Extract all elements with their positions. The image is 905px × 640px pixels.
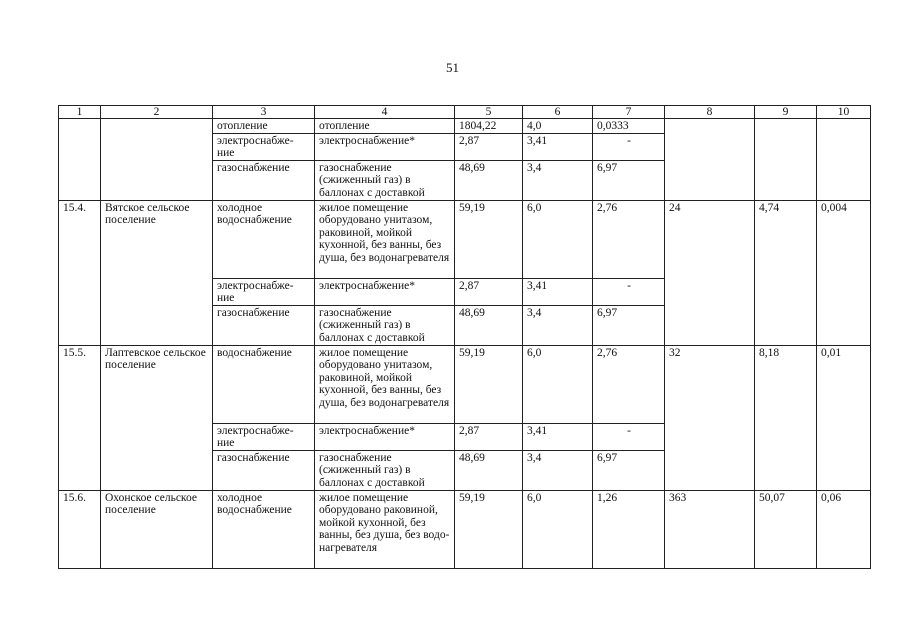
table-row — [59, 200, 871, 278]
value-col6: 3,4 — [523, 305, 593, 345]
value-col10: 0,01 — [817, 345, 871, 490]
value-col5: 2,87 — [455, 278, 523, 305]
col-header: 1 — [59, 106, 101, 119]
value-col6: 3,41 — [523, 133, 593, 160]
service-description: электроснабжение* — [315, 133, 455, 160]
value-col5: 59,19 — [455, 345, 523, 423]
value-col7: - — [593, 423, 665, 450]
service-description: газоснабжение (сжиженный газ) в баллонах с доставкой — [315, 160, 455, 200]
service-description: газоснабжение (сжиженный газ) в баллонах с доставкой — [315, 305, 455, 345]
value-col6: 3,4 — [523, 450, 593, 490]
service-description: электроснабжение* — [315, 423, 455, 450]
value-col5: 48,69 — [455, 160, 523, 200]
service-type: газоснабжение — [213, 450, 315, 490]
service-description: газоснабжение (сжиженный газ) в баллонах с доставкой — [315, 450, 455, 490]
value-col5: 2,87 — [455, 133, 523, 160]
col-header: 10 — [817, 106, 871, 119]
value-col10: 0,06 — [817, 490, 871, 568]
col-header: 2 — [101, 106, 213, 119]
service-description: жилое помещение оборудовано унитазом, раковиной, мойкой кухонной, без ванны, без душа, без водонагревателя — [315, 200, 455, 278]
col-header: 8 — [665, 106, 755, 119]
header-row — [59, 106, 871, 119]
table-row — [59, 490, 871, 568]
value-col5: 2,87 — [455, 423, 523, 450]
col-header: 5 — [455, 106, 523, 119]
service-type: электроснабже-ние — [213, 423, 315, 450]
value-col6: 4,0 — [523, 119, 593, 134]
value-col7: 2,76 — [593, 200, 665, 278]
row-number: 15.4. — [59, 200, 101, 345]
service-type: холодное водоснабжение — [213, 200, 315, 278]
value-col7: - — [593, 133, 665, 160]
value-col6: 6,0 — [523, 345, 593, 423]
service-description: жилое помещение оборудовано унитазом, раковиной, мойкой кухонной, без ванны, без душа, без водонагревателя — [315, 345, 455, 423]
value-col6: 3,41 — [523, 423, 593, 450]
value-col7: 6,97 — [593, 305, 665, 345]
table-row — [59, 119, 871, 134]
value-col9: 50,07 — [755, 490, 817, 568]
service-type: газоснабжение — [213, 305, 315, 345]
service-type: водоснабжение — [213, 345, 315, 423]
tariff-table — [58, 105, 871, 569]
row-number: 15.6. — [59, 490, 101, 568]
settlement-name: Охонское сельское поселение — [101, 490, 213, 568]
value-col7: 0,0333 — [593, 119, 665, 134]
value-col5: 1804,22 — [455, 119, 523, 134]
value-col5: 48,69 — [455, 450, 523, 490]
value-col6: 6,0 — [523, 200, 593, 278]
col-header: 9 — [755, 106, 817, 119]
value-col10 — [817, 119, 871, 201]
service-type: электроснабже-ние — [213, 133, 315, 160]
value-col7: 2,76 — [593, 345, 665, 423]
value-col9: 4,74 — [755, 200, 817, 345]
page-number: 51 — [446, 60, 459, 75]
service-type: холодное водоснабжение — [213, 490, 315, 568]
value-col9 — [755, 119, 817, 201]
service-description: электроснабжение* — [315, 278, 455, 305]
settlement-name: Лаптевское сельское поселение — [101, 345, 213, 490]
service-description: жилое помещение оборудовано раковиной, мойкой кухонной, без ванны, без душа, без водо-нагревателя — [315, 490, 455, 568]
service-description: отопление — [315, 119, 455, 134]
value-col8: 32 — [665, 345, 755, 490]
value-col8: 24 — [665, 200, 755, 345]
value-col7: 6,97 — [593, 160, 665, 200]
value-col7: 1,26 — [593, 490, 665, 568]
row-number: 15.5. — [59, 345, 101, 490]
table-row — [59, 345, 871, 423]
value-col10: 0,004 — [817, 200, 871, 345]
col-header: 7 — [593, 106, 665, 119]
service-type: отопление — [213, 119, 315, 134]
value-col8: 363 — [665, 490, 755, 568]
value-col7: 6,97 — [593, 450, 665, 490]
value-col5: 59,19 — [455, 490, 523, 568]
service-type: электроснабже-ние — [213, 278, 315, 305]
settlement-name: Вятское сельское поселение — [101, 200, 213, 345]
service-type: газоснабжение — [213, 160, 315, 200]
value-col5: 59,19 — [455, 200, 523, 278]
value-col5: 48,69 — [455, 305, 523, 345]
value-col8 — [665, 119, 755, 201]
col-header: 3 — [213, 106, 315, 119]
col-header: 4 — [315, 106, 455, 119]
value-col7: - — [593, 278, 665, 305]
value-col6: 3,41 — [523, 278, 593, 305]
row-number — [59, 119, 101, 201]
value-col6: 3,4 — [523, 160, 593, 200]
col-header: 6 — [523, 106, 593, 119]
settlement-name — [101, 119, 213, 201]
value-col9: 8,18 — [755, 345, 817, 490]
value-col6: 6,0 — [523, 490, 593, 568]
